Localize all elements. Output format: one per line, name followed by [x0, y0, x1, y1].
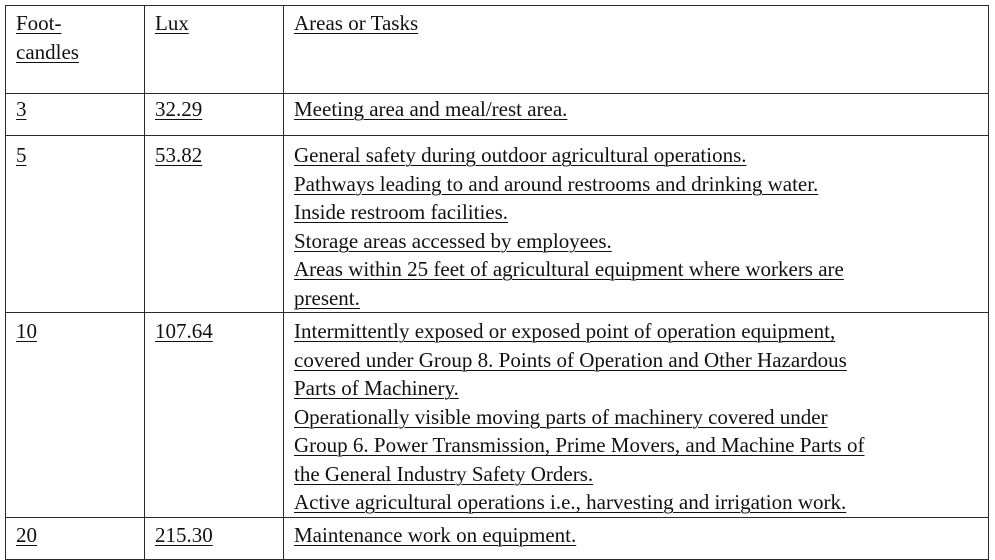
lux-cell	[145, 517, 284, 559]
footcandles-cell	[6, 136, 145, 313]
table-row	[6, 313, 989, 518]
footcandles-cell	[6, 517, 145, 559]
task-line: Maintenance work on equipment.	[294, 522, 577, 547]
header-footcandles	[6, 6, 145, 94]
footcandles-value: 5	[16, 143, 27, 167]
task-line: Pathways leading to and around restrooms and drinking water.	[294, 171, 819, 196]
task-line: Parts of Machinery.	[294, 376, 459, 400]
lux-value: 107.64	[155, 319, 213, 343]
tasks-cell	[284, 313, 989, 518]
lux-cell	[145, 136, 284, 313]
task-line: General safety during outdoor agricultural operations.	[294, 143, 747, 167]
header-footcandles-line2: candles	[16, 39, 79, 64]
task-line: Inside restroom facilities.	[294, 200, 509, 224]
illumination-table	[5, 5, 989, 560]
footcandles-value: 10	[16, 319, 37, 343]
table-header-row	[6, 6, 989, 94]
lux-cell	[145, 94, 284, 136]
lux-value: 32.29	[155, 97, 203, 121]
header-areas-tasks	[284, 6, 989, 94]
lux-value: 53.82	[155, 143, 203, 167]
header-lux	[145, 6, 284, 94]
lux-cell	[145, 313, 284, 518]
task-line: Meeting area and meal/rest area.	[294, 97, 568, 121]
task-line: the General Industry Safety Orders.	[294, 461, 594, 486]
tasks-cell	[284, 94, 989, 136]
header-lux-label: Lux	[155, 11, 189, 35]
footcandles-value: 3	[16, 97, 27, 121]
header-footcandles-line1: Foot-	[16, 11, 62, 35]
table-row	[6, 517, 989, 559]
lux-value: 215.30	[155, 522, 213, 547]
table-row	[6, 94, 989, 136]
footcandles-value: 20	[16, 522, 37, 547]
task-line: Active agricultural operations i.e., harvesting and irrigation work.	[294, 490, 847, 514]
footcandles-cell	[6, 313, 145, 518]
task-line: Areas within 25 feet of agricultural equipment where workers are	[294, 257, 844, 281]
task-line: Storage areas accessed by employees.	[294, 228, 612, 253]
task-line: covered under Group 8. Points of Operation and Other Hazardous	[294, 347, 847, 372]
task-line: Group 6. Power Transmission, Prime Movers, and Machine Parts of	[294, 433, 865, 457]
illumination-table-frame	[5, 5, 989, 551]
task-line: Intermittently exposed or exposed point of operation equipment,	[294, 319, 836, 343]
header-areas-tasks-label: Areas or Tasks	[294, 11, 419, 35]
footcandles-cell	[6, 94, 145, 136]
tasks-cell	[284, 517, 989, 559]
tasks-cell	[284, 136, 989, 313]
task-line: present.	[294, 285, 360, 310]
task-line: Operationally visible moving parts of machinery covered under	[294, 404, 828, 429]
table-row	[6, 136, 989, 313]
